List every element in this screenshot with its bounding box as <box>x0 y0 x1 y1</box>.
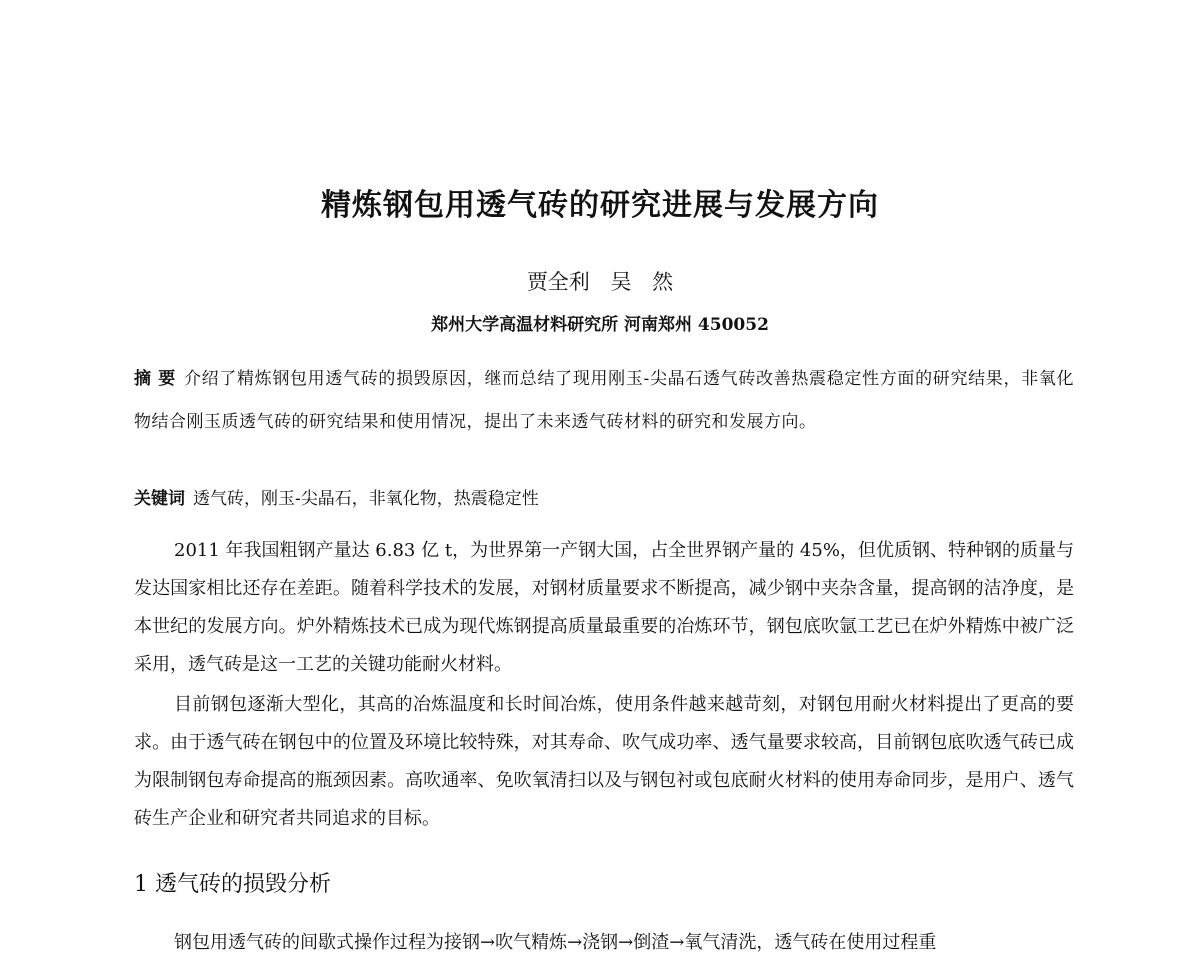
paper-title: 精炼钢包用透气砖的研究进展与发展方向 <box>321 188 879 223</box>
affiliation: 郑州大学高温材料研究所 河南郑州 450052 <box>431 315 769 335</box>
abstract <box>134 358 1074 444</box>
abstract-label: 摘 要 <box>134 369 176 389</box>
keywords <box>134 484 1074 514</box>
body-paragraph-3: 钢包用透气砖的间歇式操作过程为接钢→吹气精炼→浇钢→倒渣→氧气清洗，透气砖在使用过程重 <box>174 932 937 953</box>
abstract-text: 介绍了精炼钢包用透气砖的损毁原因，继而总结了现用刚玉-尖晶石透气砖改善热震稳定性方面的研究结果，非氧化物结合刚玉质透气砖的研究结果和使用情况，提出了未来透气砖材料的研究和发展方向。 <box>134 369 1074 432</box>
authors: 贾全利 吴 然 <box>526 270 674 294</box>
keywords-text: 透气砖，刚玉-尖晶石，非氧化物，热震稳定性 <box>193 489 539 509</box>
body-paragraph-2: 目前钢包逐渐大型化，其高的冶炼温度和长时间冶炼，使用条件越来越苛刻，对钢包用耐火材料提出了更高的要求。由于透气砖在钢包中的位置及环境比较特殊，对其寿命、吹气成功率、透气量要求较高，目前钢包底吹透气砖已成为限制钢包寿命提高的瓶颈因素。高吹通率、免吹氧清扫以及与钢包衬或包底耐火材料的使用寿命同步，是用户、透气砖生产企业和研究者共同追求的目标。 <box>134 694 1074 829</box>
body-paragraph-1: 2011 年我国粗钢产量达 6.83 亿 t，为世界第一产钢大国，占全世界钢产量的 45%，但优质钢、特种钢的质量与发达国家相比还存在差距。随着科学技术的发展，对钢材质量要求不断提高，减少钢中夹杂含量，提高钢的洁净度，是本世纪的发展方向。炉外精炼技术已成为现代炼钢提高质量最重要的冶炼环节，钢包底吹氩工艺已在炉外精炼中被广泛采用，透气砖是这一工艺的关键功能耐火材料。 <box>134 540 1074 675</box>
keywords-label: 关键词 <box>134 489 185 509</box>
section-heading-1: 1 透气砖的损毁分析 <box>134 872 331 897</box>
